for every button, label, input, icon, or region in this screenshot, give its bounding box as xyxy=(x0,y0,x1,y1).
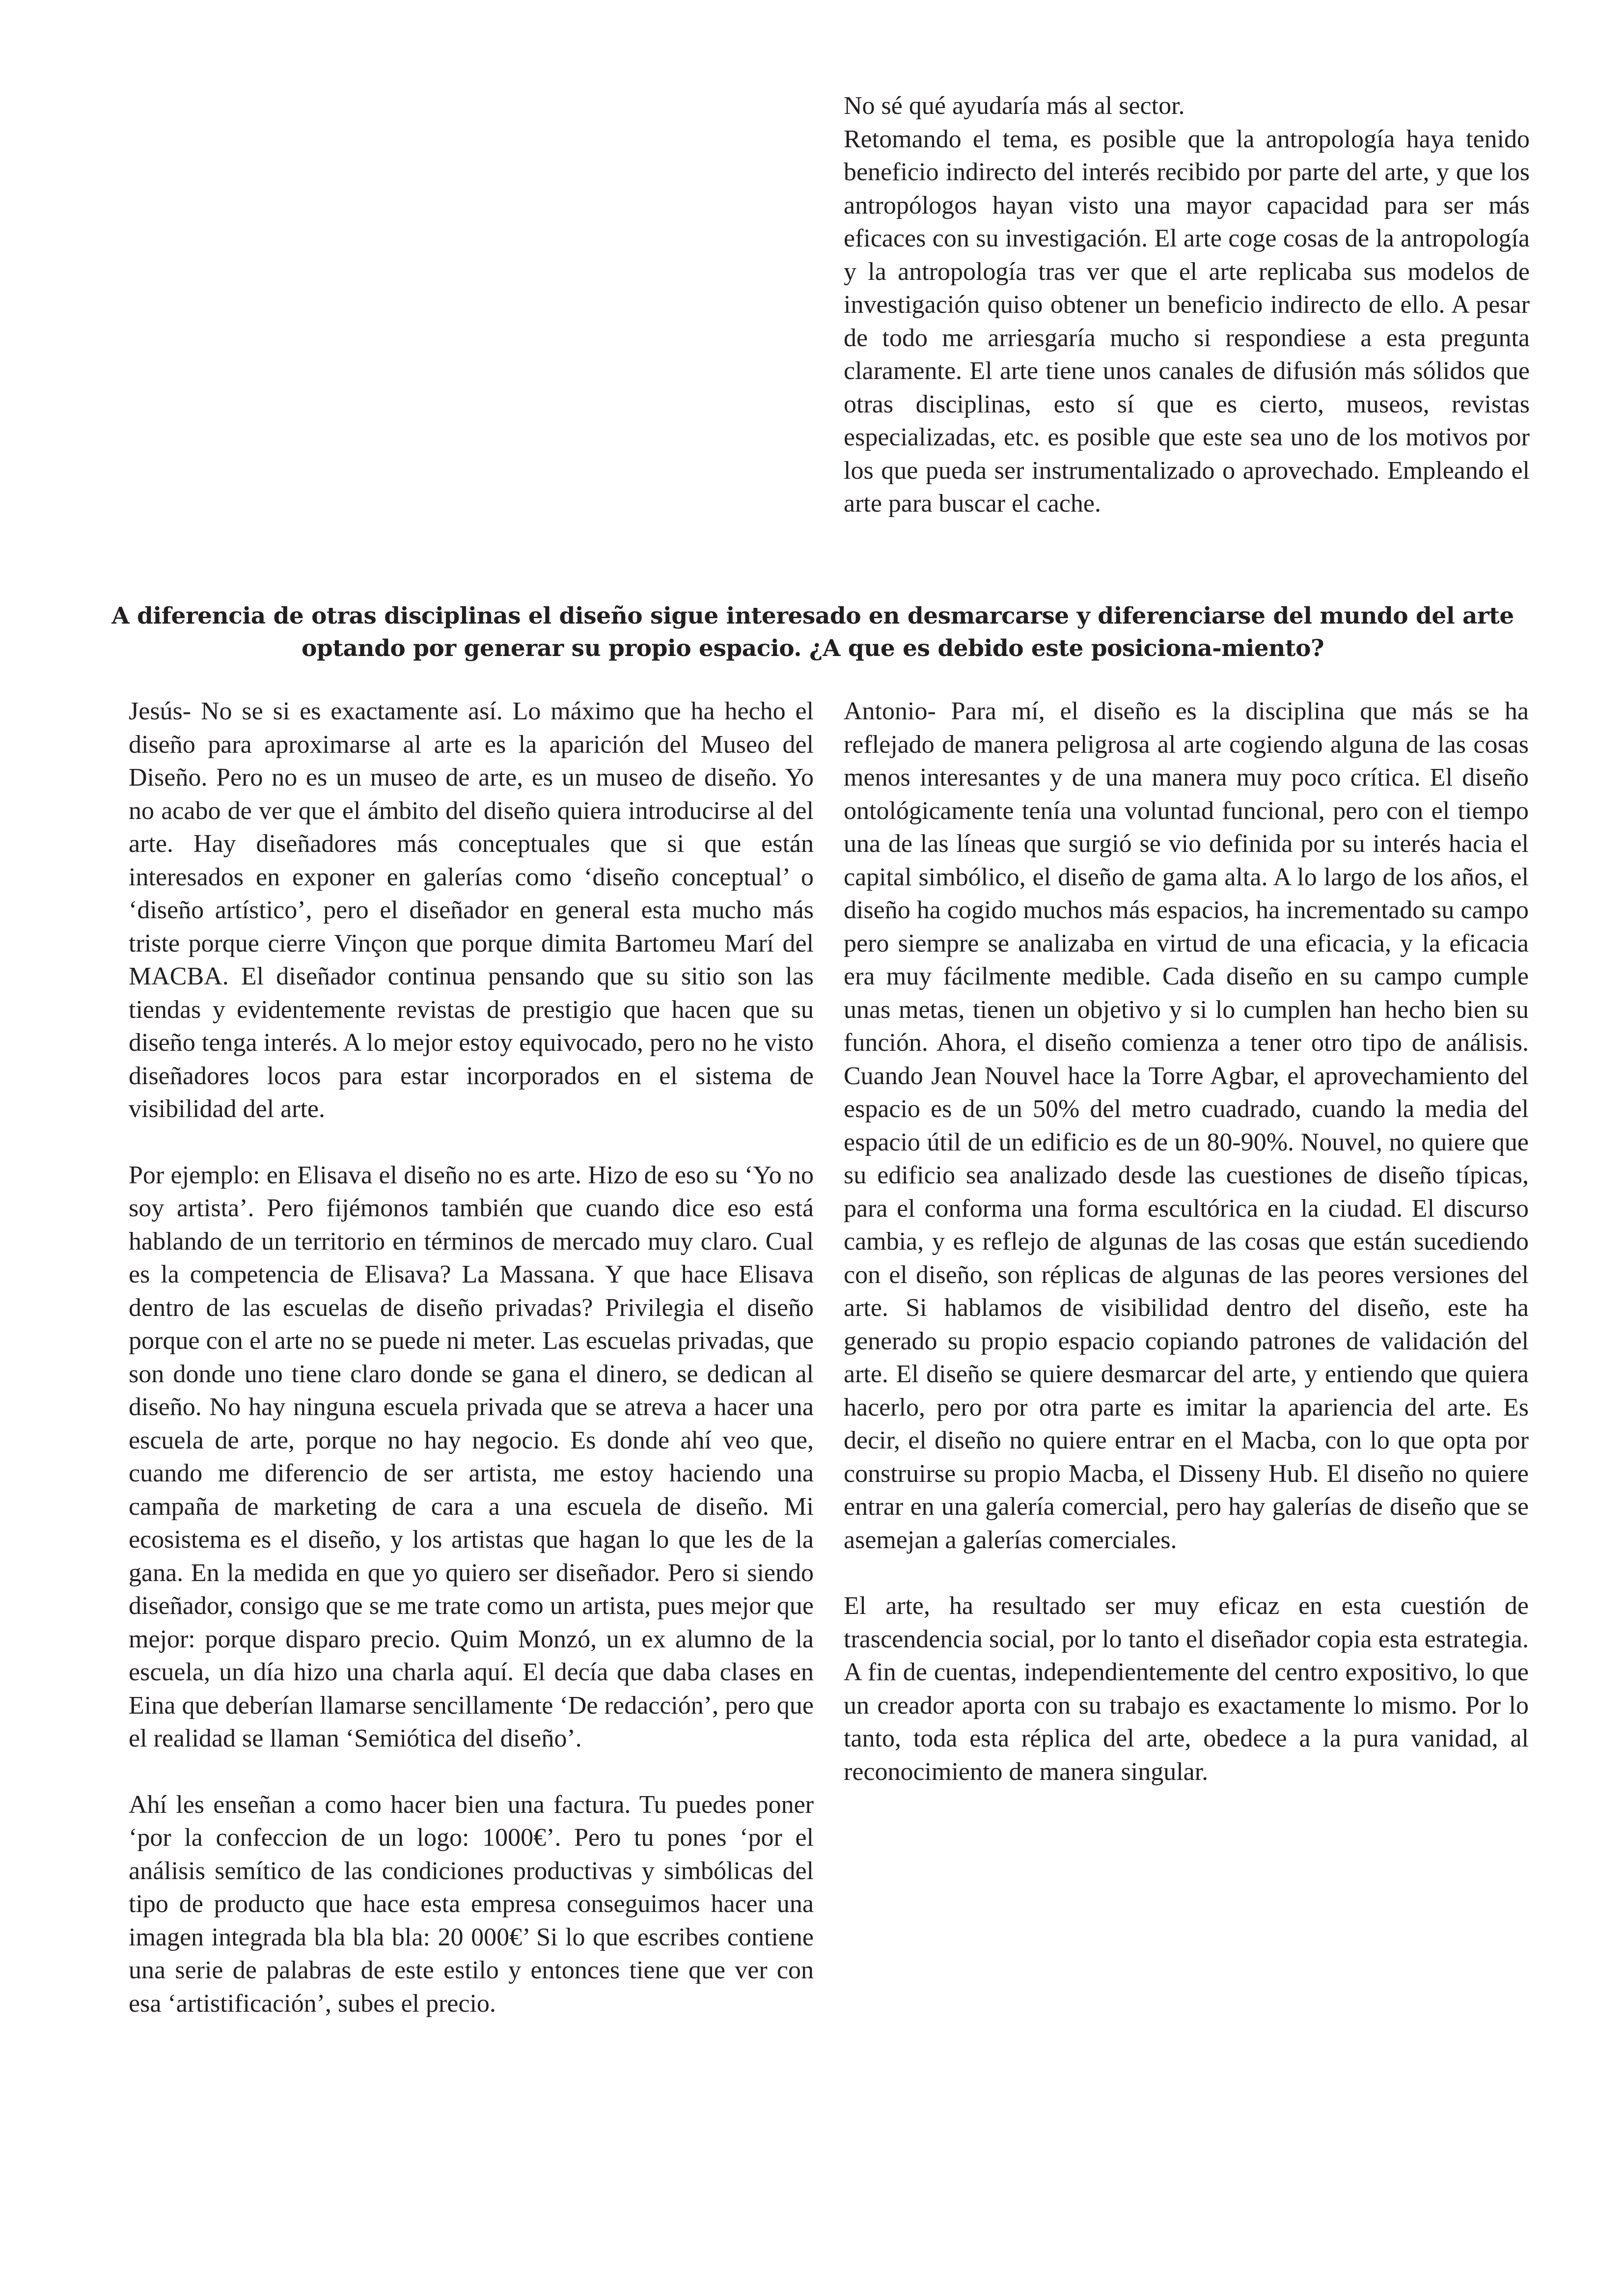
paragraph: Ahí les enseñan a como hacer bien una factura. Tu puedes poner ‘por la confeccion de un logo: 1000€’. Pero tu pones ‘por el análisis semítico de las condiciones productivas y simbólicas del tipo de producto que hace esta empresa conseguimos hacer una imagen integrada bla bla bla: 20 000€’ Si lo que escribes contiene una serie de palabras de este estilo y entonces tiene que ver con esa ‘artistificación’, subes el precio. xyxy=(129,1790,814,2018)
left-answer-column-jesus xyxy=(129,695,814,2020)
paragraph: Antonio- Para mí, el diseño es la disciplina que más se ha reflejado de manera peligrosa al arte cogiendo alguna de las cosas menos interesantes y de una manera muy poco crítica. El diseño ontológicamente tenía una voluntad funcional, pero con el tiempo una de las líneas que surgió se vio definida por su interés hacia el capital simbólico, el diseño de gama alta. A lo largo de los años, el diseño ha cogido muchos más espacios, ha incrementado su campo pero siempre se analizaba en virtud de una eficacia, y la eficacia era muy fácilmente medible. Cada diseño en su campo cumple unas metas, tienen un objetivo y si lo cumplen han hecho bien su función. Ahora, el diseño comienza a tener otro tipo de análisis. Cuando Jean Nouvel hace la Torre Agbar, el aprovechamiento del espacio es de un 50% del metro cuadrado, cuando la media del espacio útil de un edificio es de un 80-90%. Nouvel, no quiere que su edificio sea analizado desde las cuestiones de diseño típicas, para el conforma una forma escultórica en la ciudad. El discurso cambia, y es reflejo de algunas de las cosas que están sucediendo con el diseño, son réplicas de algunas de las peores versiones del arte. Si hablamos de visibilidad dentro del diseño, este ha generado su propio espacio copiando patrones de validación del arte. El diseño se quiere desmarcar del arte, y entiendo que quiera hacerlo, pero por otra parte es imitar la apariencia del arte. Es decir, el diseño no quiere entrar en el Macba, con lo que opta por construirse su propio Macba, el Disseny Hub. El diseño no quiere entrar en una galería comercial, pero hay galerías de diseño que se asemejan a galerías comerciales. xyxy=(844,697,1529,1554)
question-heading: A diferencia de otras disciplinas el diseño sigue interesado en desmarcarse y diferenciarse del mundo del arte optando por generar su propio espacio. ¿A que es debido este posiciona-miento? xyxy=(111,602,1514,662)
paragraph: El arte, ha resultado ser muy eficaz en esta cuestión de trascendencia social, por lo tanto el diseñador copia esta estrategia. A fin de cuentas, independientemente del centro expositivo, lo que un creador aporta con su trabajo es exactamente lo mismo. Por lo tanto, toda esta réplica del arte, obedece a la pura vanidad, al reconocimiento de manera singular. xyxy=(844,1592,1529,1786)
top-right-answer-column xyxy=(844,89,1530,520)
paragraph: Por ejemplo: en Elisava el diseño no es arte. Hizo de eso su ‘Yo no soy artista’. Pero fijémonos también que cuando dice eso está hablando de un territorio en términos de mercado muy claro. Cual es la competencia de Elisava? La Massana. Y que hace Elisava dentro de las escuelas de diseño privadas? Privilegia el diseño porque con el arte no se puede ni meter. Las escuelas privadas, que son donde uno tiene claro donde se gana el dinero, se dedican al diseño. No hay ninguna escuela privada que se atreva a hacer una escuela de arte, porque no hay negocio. Es donde ahí veo que, cuando me diferencio de ser artista, me estoy haciendo una campaña de marketing de cara a una escuela de diseño. Mi ecosistema es el diseño, y los artistas que hagan lo que les de la gana. En la medida en que yo quiero ser diseñador. Pero si siendo diseñador, consigo que se me trate como un artista, pues mejor que mejor: porque disparo precio. Quim Monzó, un ex alumno de la escuela, un día hizo una charla aquí. El decía que daba clases en Eina que deberían llamarse sencillamente ‘De redacción’, pero que el realidad se llaman ‘Semiótica del diseño’. xyxy=(129,1161,814,1752)
paragraph: No sé qué ayudaría más al sector. xyxy=(844,92,1185,120)
right-answer-column-antonio xyxy=(844,695,1529,1788)
paragraph: Jesús- No se si es exactamente así. Lo máximo que ha hecho el diseño para aproximarse al arte es la aparición del Museo del Diseño. Pero no es un museo de arte, es un museo de diseño. Yo no acabo de ver que el ámbito del diseño quiera introducirse al del arte. Hay diseñadores más conceptuales que si que están interesados en exponer en galerías como ‘diseño conceptual’ o ‘diseño artístico’, pero el diseñador en general esta mucho más triste porque cierre Vinçon que porque dimita Bartomeu Marí del MACBA. El diseñador continua pensando que su sitio son las tiendas y evidentemente revistas de prestigio que hacen que su diseño tenga interés. A lo mejor estoy equivocado, pero no he visto diseñadores locos para estar incorporados en el sistema de visibilidad del arte. xyxy=(129,697,814,1123)
paragraph: Retomando el tema, es posible que la antropología haya tenido beneficio indirecto del interés recibido por parte del arte, y que los antropólogos hayan visto una mayor capacidad para ser más eficaces con su investigación. El arte coge cosas de la antropología y la antropología tras ver que el arte replicaba sus modelos de investigación quiso obtener un beneficio indirecto de ello. A pesar de todo me arriesgaría mucho si respondiese a esta pregunta claramente. El arte tiene unos canales de difusión más sólidos que otras disciplinas, esto sí que es cierto, museos, revistas especializadas, etc. es posible que este sea uno de los motivos por los que pueda ser instrumentalizado o aprovechado. Empleando el arte para buscar el cache. xyxy=(844,125,1530,518)
